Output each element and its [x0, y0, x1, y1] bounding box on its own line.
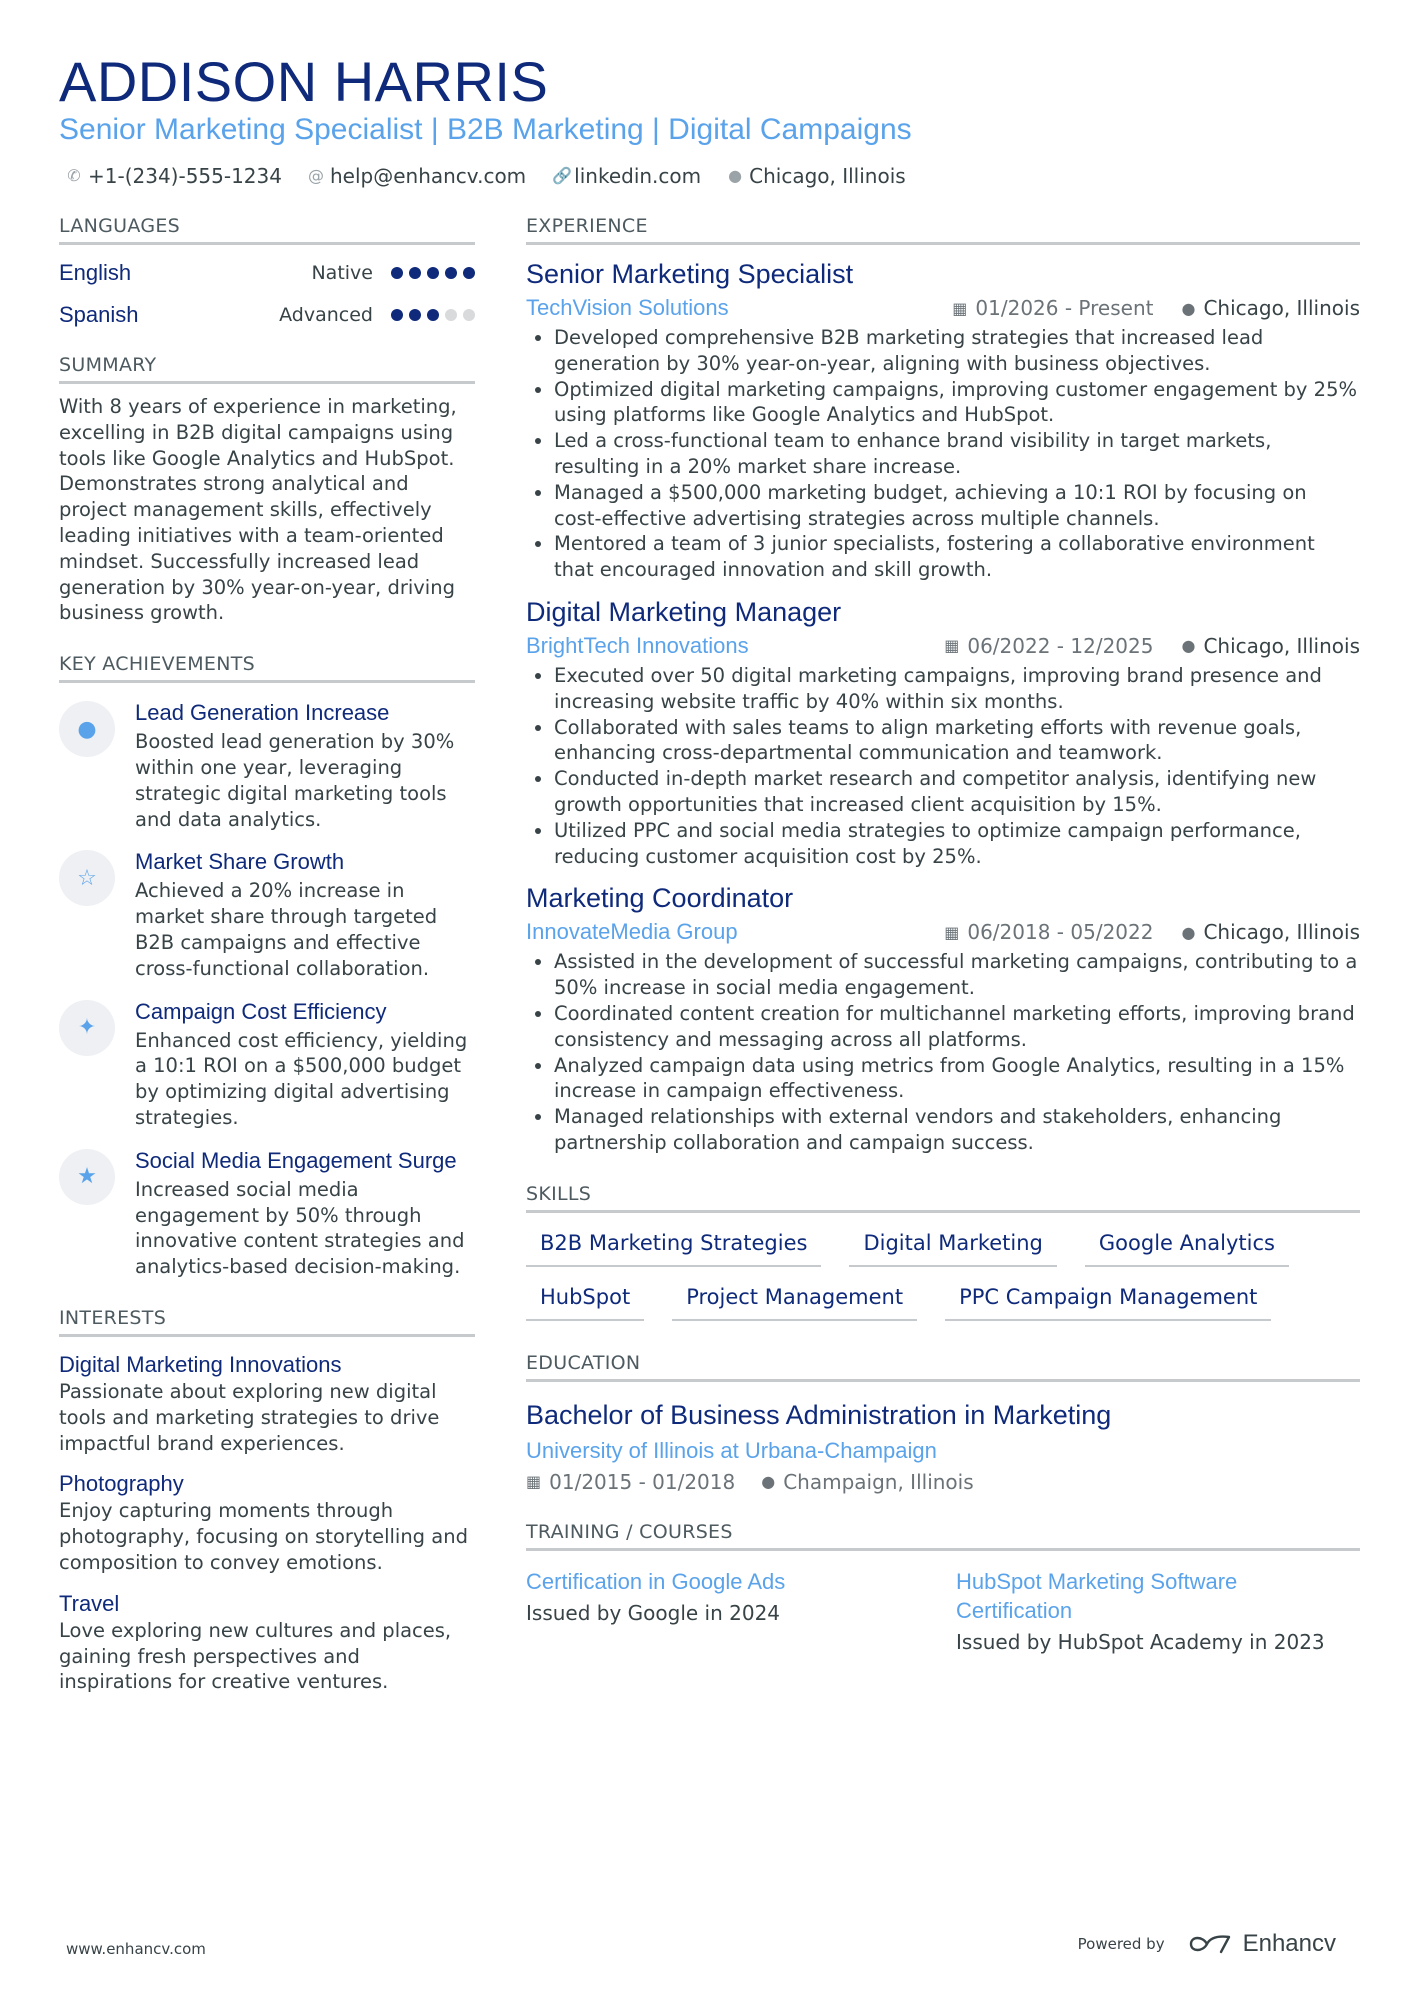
- calendar-icon: ▦: [952, 298, 968, 318]
- phone-icon: ✆: [67, 166, 81, 185]
- proficiency-dot: [409, 309, 421, 321]
- job-company: TechVision Solutions: [526, 295, 729, 320]
- summary-title: SUMMARY: [59, 353, 475, 384]
- job-company: InnovateMedia Group: [526, 919, 738, 945]
- powered-by-text: Powered by: [1077, 1935, 1165, 1953]
- job-bullet: • Executed over 50 digital marketing campaigns, improving brand presence and increasing website traffic by 40% within six months.: [554, 663, 1360, 715]
- job-entry: [526, 257, 1360, 583]
- achievement-desc: Enhanced cost efficiency, yielding a 10:1 ROI on a $500,000 budget by optimizing digital advertising strategies.: [135, 1028, 468, 1129]
- location-icon: ●: [1181, 636, 1196, 656]
- location-icon: ●: [761, 1472, 776, 1492]
- star-icon: ★: [59, 1149, 115, 1205]
- location-icon: ●: [1181, 298, 1196, 318]
- achievement-item: [59, 848, 475, 981]
- contact-phone[interactable]: [66, 162, 282, 190]
- language-row: [59, 257, 475, 289]
- job-bullet: • Assisted in the development of successful marketing campaigns, contributing to a 50% increase in social media engagement.: [554, 949, 1360, 1001]
- calendar-icon: ▦: [526, 1472, 542, 1492]
- job-company: BrightTech Innovations: [526, 632, 749, 658]
- magic-wand-icon: ✦: [59, 1000, 115, 1056]
- job-dates-text: 01/2026 - Present: [975, 296, 1154, 320]
- job-entry: [526, 595, 1360, 869]
- job-dates-text: 06/2022 - 12/2025: [967, 633, 1154, 658]
- job-entry: [526, 881, 1360, 1155]
- job-dates: [952, 296, 1153, 320]
- language-level: Native: [311, 262, 373, 284]
- course-item: [526, 1567, 956, 1656]
- achievement-item: [59, 1147, 475, 1280]
- achievement-title: Lead Generation Increase: [135, 700, 390, 726]
- job-title: Marketing Coordinator: [526, 883, 794, 914]
- calendar-icon: ▦: [944, 636, 960, 656]
- job-bullet: • Led a cross-functional team to enhance brand visibility in target markets, resulting in a 20% market share increase.: [554, 428, 1360, 480]
- job-bullets: [526, 663, 1360, 869]
- achievement-item: [59, 699, 475, 832]
- proficiency-dot-empty: [463, 309, 475, 321]
- brain-icon: ●: [59, 701, 115, 757]
- summary-text: With 8 years of experience in marketing, excelling in B2B digital campaigns using tools like Google Analytics and HubSpot. Demonstrates strong analytical and project management skills, effectively leading initiatives with a team-oriented mindset. Successfully increased lead generation by 30% year-on-year, driving business growth.: [59, 395, 457, 625]
- achievement-title: Market Share Growth: [135, 849, 345, 875]
- language-row: [59, 299, 475, 331]
- education-location-text: Champaign, Illinois: [783, 1469, 974, 1494]
- job-location: [1181, 296, 1360, 320]
- left-column: [59, 214, 475, 1695]
- contact-location-text: Chicago, Illinois: [749, 164, 906, 188]
- languages-title: LANGUAGES: [59, 214, 475, 245]
- education-location: [761, 1470, 973, 1494]
- education-degree: Bachelor of Business Administration in Marketing: [526, 1399, 1112, 1430]
- job-bullet: • Developed comprehensive B2B marketing strategies that increased lead generation by 30% year-on-year, aligning with business objectives.: [554, 325, 1360, 377]
- job-bullet: • Mentored a team of 3 junior specialists, fostering a collaborative environment that encouraged innovation and skill growth.: [554, 531, 1360, 583]
- contact-email-text: help@enhancv.com: [329, 164, 527, 188]
- proficiency-dot: [427, 309, 439, 321]
- skills-title: SKILLS: [526, 1182, 1360, 1213]
- job-title: Senior Marketing Specialist: [526, 259, 854, 289]
- candidate-headline: Senior Marketing Specialist | B2B Marketing | Digital Campaigns: [59, 113, 912, 146]
- job-bullet: • Analyzed campaign data using metrics from Google Analytics, resulting in a 15% increase in campaign effectiveness.: [554, 1053, 1360, 1105]
- language-proficiency-dots: [391, 267, 475, 279]
- contact-linkedin[interactable]: [552, 162, 701, 190]
- candidate-name: ADDISON HARRIS: [59, 50, 549, 113]
- education-school: University of Illinois at Urbana-Champaign: [526, 1437, 937, 1463]
- achievement-title: Campaign Cost Efficiency: [135, 998, 387, 1024]
- location-icon: ●: [728, 166, 743, 185]
- job-location: [1181, 920, 1360, 944]
- course-title: HubSpot Marketing Software Certification: [956, 1568, 1238, 1623]
- job-bullet: • Managed a $500,000 marketing budget, achieving a 10:1 ROI by focusing on cost-effective advertising strategies across multiple channels.: [554, 480, 1360, 532]
- proficiency-dot: [391, 309, 403, 321]
- course-item: [956, 1567, 1356, 1656]
- education-title: EDUCATION: [526, 1351, 1360, 1382]
- right-column: [526, 214, 1360, 1656]
- proficiency-dot: [445, 267, 457, 279]
- job-bullet: • Conducted in-depth market research and competitor analysis, identifying new growth opportunities that increased client acquisition by 15%.: [554, 766, 1360, 818]
- education-meta: [526, 1470, 1360, 1494]
- education-dates-text: 01/2015 - 01/2018: [549, 1469, 736, 1494]
- language-name: Spanish: [59, 302, 139, 327]
- proficiency-dot: [409, 267, 421, 279]
- footer-website[interactable]: www.enhancv.com: [66, 1940, 206, 1958]
- interest-title: Photography: [59, 1471, 184, 1497]
- proficiency-dot: [427, 267, 439, 279]
- achievement-desc: Increased social media engagement by 50% through innovative content strategies and analytics-based decision-making.: [135, 1177, 465, 1279]
- job-location-text: Chicago, Illinois: [1203, 920, 1360, 945]
- course-issuer: Issued by HubSpot Academy in 2023: [956, 1629, 1325, 1654]
- skills-list: [526, 1229, 1360, 1321]
- skill-tag: Digital Marketing: [849, 1229, 1056, 1267]
- job-dates-text: 06/2018 - 05/2022: [967, 920, 1154, 945]
- language-name: English: [59, 260, 132, 285]
- skill-tag: PPC Campaign Management: [945, 1283, 1271, 1321]
- link-icon: 🔗: [552, 166, 573, 185]
- course-title: Certification in Google Ads: [526, 1568, 786, 1594]
- job-title: Digital Marketing Manager: [526, 596, 842, 627]
- interest-title: Digital Marketing Innovations: [59, 1351, 342, 1377]
- contact-email[interactable]: [308, 162, 526, 190]
- job-bullets: [526, 949, 1360, 1155]
- education-dates: [526, 1470, 735, 1494]
- enhancv-logo[interactable]: [1187, 1930, 1336, 1958]
- brand-name: Enhancv: [1242, 1930, 1336, 1957]
- contact-linkedin-text: linkedin.com: [574, 164, 702, 188]
- experience-title: EXPERIENCE: [526, 214, 1360, 245]
- contact-phone-text: +1-(234)-555-1234: [88, 164, 282, 188]
- achievement-desc: Boosted lead generation by 30% within one year, leveraging strategic digital marketing tools and data analytics.: [135, 730, 455, 831]
- proficiency-dot: [463, 267, 475, 279]
- skill-tag: HubSpot: [526, 1283, 644, 1321]
- interest-title: Travel: [59, 1590, 120, 1616]
- job-bullet: • Collaborated with sales teams to align marketing efforts with revenue goals, enhancing cross-departmental communication and teamwork.: [554, 715, 1360, 767]
- language-level: Advanced: [279, 304, 373, 326]
- calendar-icon: ▦: [944, 922, 960, 942]
- course-issuer: Issued by Google in 2024: [526, 1600, 781, 1625]
- achievements-title: KEY ACHIEVEMENTS: [59, 652, 475, 683]
- star-outline-icon: ☆: [59, 850, 115, 906]
- job-location-text: Chicago, Illinois: [1203, 296, 1360, 320]
- interest-desc: Enjoy capturing moments through photography, focusing on storytelling and composition to convey emotions.: [59, 1499, 468, 1574]
- job-bullet: • Utilized PPC and social media strategies to optimize campaign performance, reducing customer acquisition cost by 25%.: [554, 818, 1360, 870]
- skill-tag: Project Management: [672, 1283, 917, 1321]
- job-location: [1181, 634, 1360, 658]
- contact-location: [727, 162, 906, 190]
- skill-tag: Google Analytics: [1085, 1229, 1289, 1267]
- proficiency-dot-empty: [445, 309, 457, 321]
- job-location-text: Chicago, Illinois: [1203, 633, 1360, 658]
- job-dates: [944, 920, 1153, 944]
- contact-bar: [66, 162, 906, 190]
- job-bullet: • Optimized digital marketing campaigns, improving customer engagement by 25% using platforms like Google Analytics and HubSpot.: [554, 377, 1360, 429]
- job-bullet: • Coordinated content creation for multichannel marketing efforts, improving brand consistency and messaging across all platforms.: [554, 1001, 1360, 1053]
- training-title: TRAINING / COURSES: [526, 1520, 1360, 1551]
- footer-branding: [1078, 1930, 1336, 1958]
- proficiency-dot: [391, 267, 403, 279]
- language-proficiency-dots: [391, 309, 475, 321]
- job-bullets: [526, 325, 1360, 583]
- interest-desc: Love exploring new cultures and places, gaining fresh perspectives and inspirations for creative ventures.: [59, 1618, 452, 1694]
- job-dates: [944, 634, 1153, 658]
- interests-title: INTERESTS: [59, 1306, 475, 1337]
- skill-tag: B2B Marketing Strategies: [526, 1229, 821, 1267]
- interest-desc: Passionate about exploring new digital tools and marketing strategies to drive impactful brand experiences.: [59, 1379, 440, 1455]
- achievement-desc: Achieved a 20% increase in market share through targeted B2B campaigns and effective cross-functional collaboration.: [135, 879, 438, 980]
- achievement-title: Social Media Engagement Surge: [135, 1147, 457, 1173]
- at-icon: @: [307, 166, 324, 185]
- job-bullet: • Managed relationships with external vendors and stakeholders, enhancing partnership collaboration and campaign success.: [554, 1104, 1360, 1156]
- enhancv-logo-icon: [1187, 1933, 1233, 1955]
- course-list: [526, 1567, 1360, 1656]
- achievement-item: [59, 998, 475, 1131]
- location-icon: ●: [1181, 922, 1196, 942]
